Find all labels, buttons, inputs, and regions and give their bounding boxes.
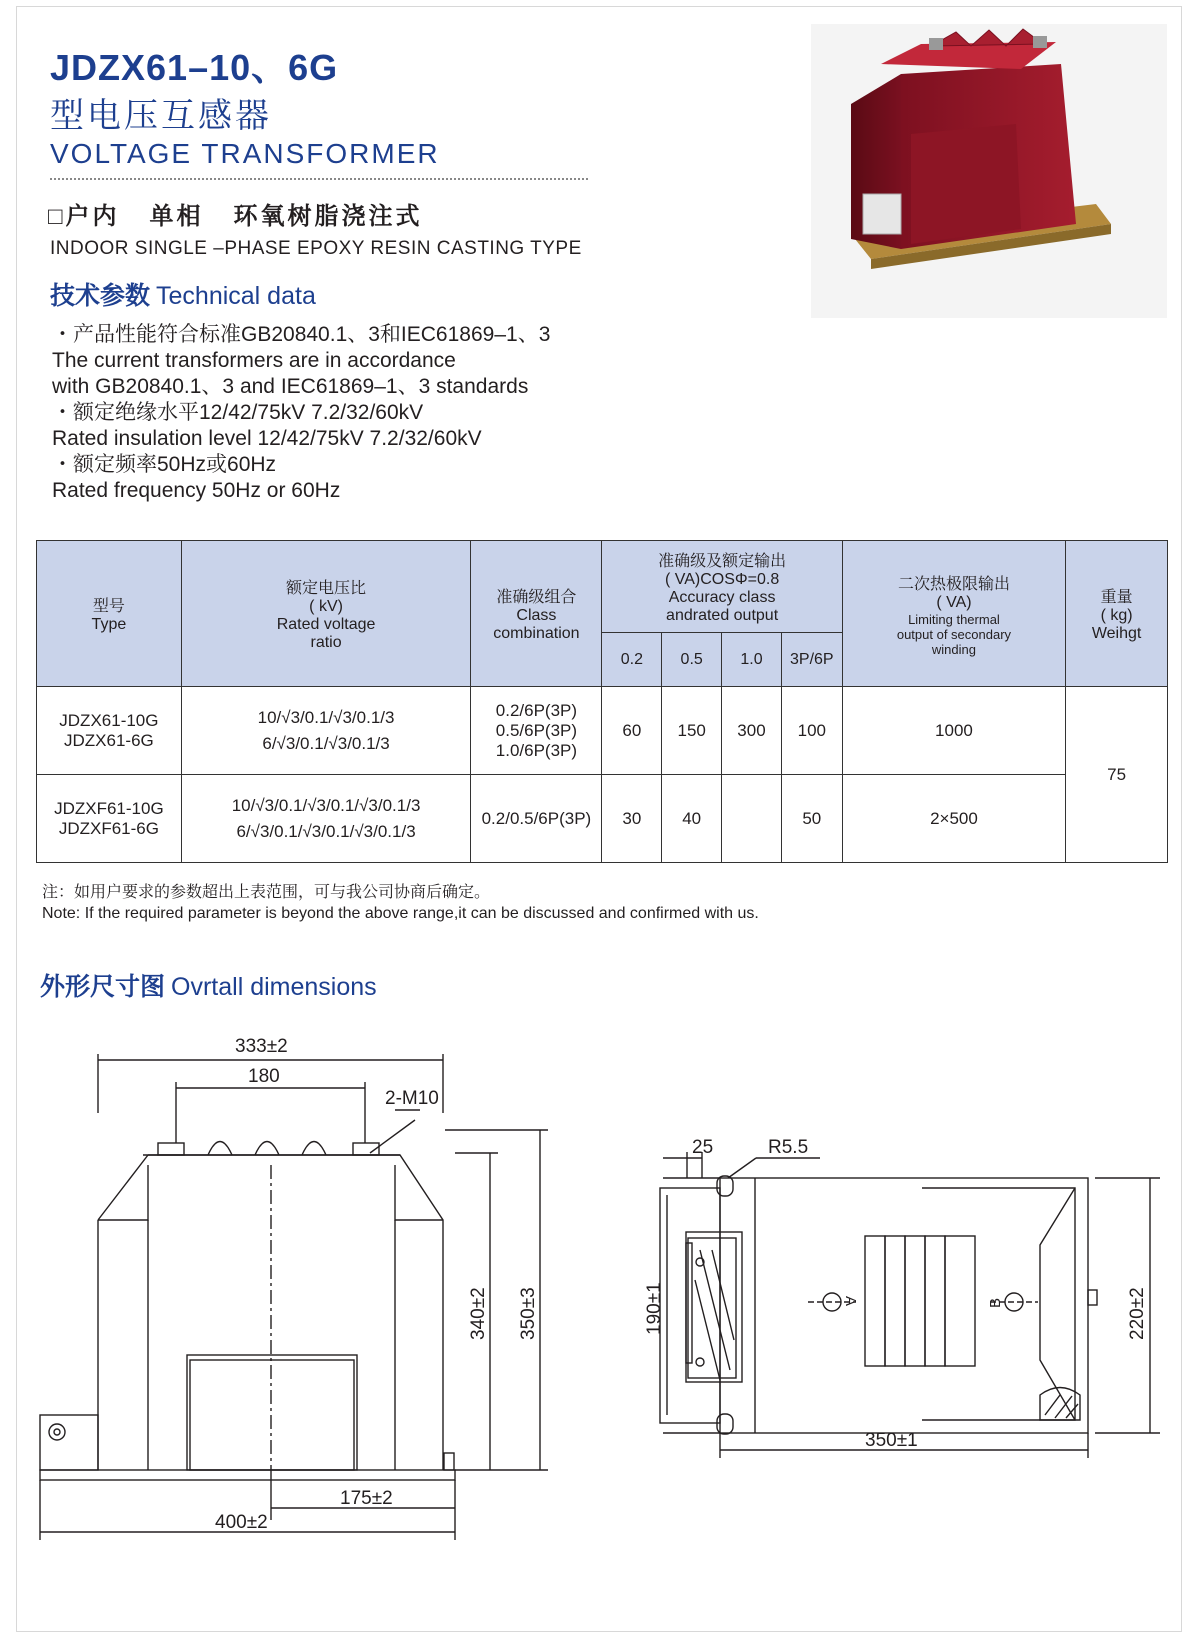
tech-heading	[50, 276, 316, 312]
spec-line: Rated frequency 50Hz or 60Hz	[52, 479, 341, 502]
dimensions-heading	[40, 967, 377, 1003]
class-value: 1.0/6P(3P)	[495, 740, 578, 760]
type-cell	[37, 775, 182, 863]
col-thermal-cn: 二次热极限输出	[897, 575, 1010, 593]
top-view	[660, 1152, 1160, 1458]
type-value: JDZXF61-10G	[54, 798, 164, 818]
col-thermal-en3: winding	[931, 641, 976, 657]
sub-class-cell: 1.0	[722, 633, 782, 687]
model-title: JDZX61–10、6G	[50, 47, 339, 88]
ratio-value: 6/√3/0.1/√3/0.1/√3/0.1/3	[236, 821, 416, 841]
col-class-cn: 准确级组合	[496, 589, 577, 606]
spec-table	[36, 540, 1168, 863]
terminal-a-label: A	[842, 1296, 859, 1307]
tech-heading-cn: 技术参数	[50, 282, 151, 310]
output-cell	[722, 775, 782, 863]
spec-line: with GB20840.1、3 and IEC61869–1、3 standards	[52, 375, 529, 398]
dimensions-heading-en: Ovrtall dimensions	[171, 973, 377, 1001]
type-value: JDZX61-6G	[64, 730, 154, 750]
col-thermal-en2: output of secondary	[896, 626, 1012, 642]
class-cell: 0.2/0.5/6P(3P)	[471, 775, 602, 863]
col-weight-unit: ( kg)	[1100, 607, 1133, 624]
dim-length: 350±1	[865, 1430, 918, 1451]
english-title: VOLTAGE TRANSFORMER	[50, 138, 440, 169]
terminal-b-label: B	[987, 1297, 1004, 1308]
note-cn: 注：如用户要求的参数超出上表范围，可与我公司协商后确定。	[42, 884, 491, 901]
col-class-header	[471, 541, 602, 687]
spec-line: ・额定频率50Hz或60Hz	[52, 453, 277, 476]
spec-list	[52, 322, 550, 504]
sub-class-cell: 3P/6P	[781, 633, 842, 687]
type-value: JDZX61-10G	[59, 710, 159, 730]
spec-line: ・产品性能符合标准GB20840.1、3和IEC61869–1、3	[52, 323, 551, 346]
dim-height-total: 350±3	[518, 1287, 539, 1340]
col-ratio-unit: ( kV)	[309, 598, 343, 615]
dimensions-heading-cn: 外形尺寸图	[40, 973, 166, 1001]
output-cell: 50	[781, 775, 842, 863]
output-cell: 150	[662, 687, 722, 775]
class-value: 0.2/6P(3P)	[495, 700, 578, 720]
title-divider	[50, 178, 588, 180]
sub-class-cell: 0.2	[602, 633, 662, 687]
col-weight-en: Weihgt	[1091, 625, 1142, 642]
col-type-en: Type	[91, 616, 127, 633]
ratio-value: 6/√3/0.1/√3/0.1/3	[262, 733, 390, 753]
class-cell	[471, 687, 602, 775]
chinese-title: 型电压互感器	[50, 97, 272, 135]
dim-slot: 25	[692, 1137, 714, 1158]
col-type-header	[37, 541, 182, 687]
dim-terminal-thread: 2-M10	[385, 1088, 439, 1109]
col-thermal-unit: ( VA)	[936, 593, 972, 611]
install-type-cn	[48, 196, 453, 231]
output-cell: 40	[662, 775, 722, 863]
dim-base-length: 400±2	[215, 1512, 268, 1533]
col-output-unit: ( VA)COSΦ=0.8	[664, 571, 780, 588]
dimension-drawings	[0, 1010, 1200, 1630]
col-thermal-header	[842, 541, 1065, 687]
col-type-cn: 型号	[92, 598, 125, 615]
ratio-cell	[181, 687, 471, 775]
output-cell: 30	[602, 775, 662, 863]
dim-width-total: 333±2	[235, 1036, 288, 1057]
spec-line: The current transformers are in accordance	[52, 349, 456, 372]
col-output-en: Accuracy class	[668, 589, 776, 606]
col-class-en2: combination	[493, 625, 580, 642]
output-cell: 300	[722, 687, 782, 775]
dim-width: 190±1	[644, 1282, 665, 1335]
col-output-en2: andrated output	[666, 607, 779, 624]
dimension-labels	[215, 1036, 1148, 1533]
output-cell: 100	[781, 687, 842, 775]
col-output-cn: 准确级及额定输出	[658, 553, 787, 570]
type-value: JDZXF61-6G	[58, 818, 159, 838]
col-output-header	[602, 541, 842, 633]
weight-cell: 75	[1066, 687, 1168, 863]
install-type-en: INDOOR SINGLE –PHASE EPOXY RESIN CASTING TYPE	[50, 238, 582, 259]
tech-heading-en: Technical data	[156, 282, 316, 310]
class-value: 0.5/6P(3P)	[495, 720, 578, 740]
col-thermal-en: Limiting thermal	[908, 611, 1000, 627]
install-indoor: □户内	[48, 203, 120, 230]
dim-height-body: 340±2	[468, 1287, 489, 1340]
col-ratio-header	[181, 541, 471, 687]
col-weight-cn: 重量	[1100, 589, 1133, 606]
dim-radius: R5.5	[768, 1137, 809, 1158]
col-weight-header	[1066, 541, 1168, 687]
col-class-en: Class	[516, 607, 557, 624]
col-ratio-en: Rated voltage	[276, 616, 376, 633]
thermal-cell: 1000	[842, 687, 1065, 775]
ratio-value: 10/√3/0.1/√3/0.1/√3/0.1/3	[231, 795, 421, 815]
type-cell	[37, 687, 182, 775]
spec-line: Rated insulation level 12/42/75kV 7.2/32/60kV	[52, 427, 482, 450]
note-en: Note: If the required parameter is beyond the above range,it can be discussed and confirmed with us.	[42, 905, 759, 922]
dim-terminal-spacing: 180	[248, 1066, 280, 1087]
dim-depth: 220±2	[1127, 1287, 1148, 1340]
product-photo	[811, 24, 1167, 318]
ratio-value: 10/√3/0.1/√3/0.1/3	[257, 707, 395, 727]
table-note	[42, 882, 759, 924]
thermal-cell: 2×500	[842, 775, 1065, 863]
col-ratio-en2: ratio	[310, 634, 342, 651]
sub-class-cell: 0.5	[662, 633, 722, 687]
output-cell: 60	[602, 687, 662, 775]
dim-offset: 175±2	[340, 1488, 393, 1509]
col-ratio-cn: 额定电压比	[286, 580, 367, 597]
install-epoxy: 环氧树脂浇注式	[233, 203, 423, 230]
spec-line: ・额定绝缘水平12/42/75kV 7.2/32/60kV	[52, 401, 424, 424]
ratio-cell	[181, 775, 471, 863]
install-single-phase: 单相	[149, 203, 204, 230]
